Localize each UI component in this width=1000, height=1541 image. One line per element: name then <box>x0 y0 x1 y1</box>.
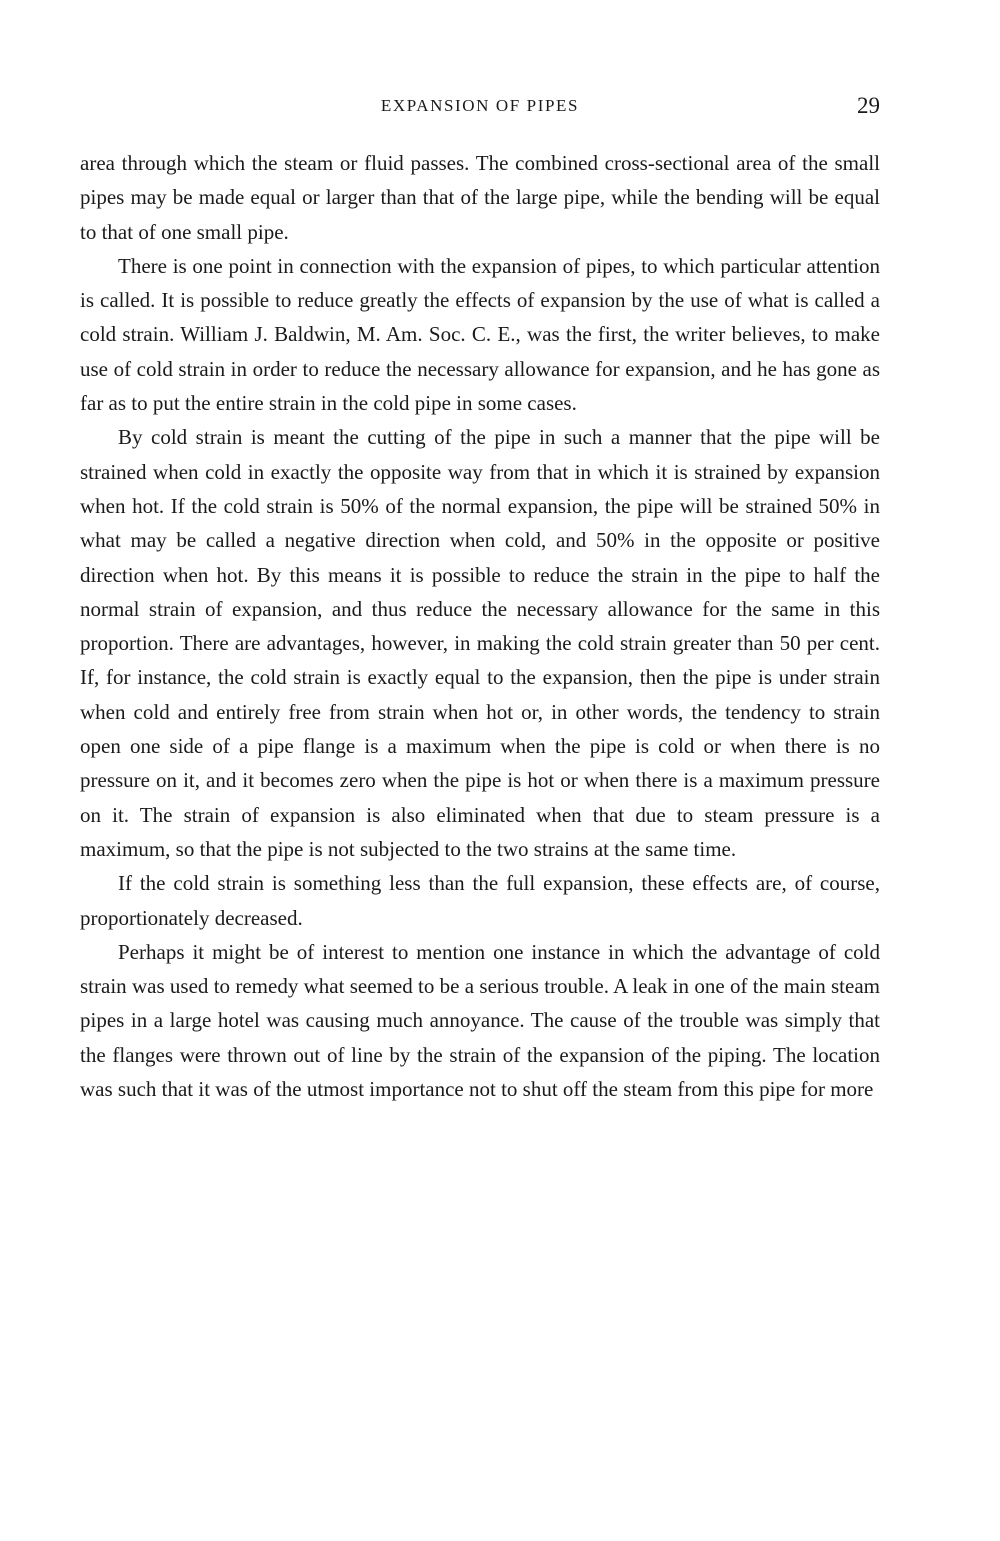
running-title: EXPANSION OF PIPES <box>380 96 580 115</box>
paragraph: There is one point in connection with the expansion of pipes, to which particular attention is called. It is possible to reduce greatly the effects of expansion by the use of what is called a cold strain. William J. Baldwin, M. Am. Soc. C. E., was the first, the writer believes, to make use of cold strain in order to reduce the necessary allowance for expansion, and he has gone as far as to put the entire strain in the cold pipe in some cases. <box>80 253 880 416</box>
running-head <box>80 90 880 122</box>
paragraph: If the cold strain is something less than the full expansion, these effects are, of course, proportionately decreased. <box>80 871 880 930</box>
page-number: 29 <box>857 93 880 118</box>
paragraph: area through which the steam or fluid passes. The combined cross-sectional area of the small pipes may be made equal or larger than that of the large pipe, while the bending will be equal to that of one small pipe. <box>80 151 880 244</box>
paragraph: Perhaps it might be of interest to mention one instance in which the advantage of cold strain was used to remedy what seemed to be a serious trouble. A leak in one of the main steam pipes in a large hotel was causing much annoyance. The cause of the trouble was simply that the flanges were thrown out of line by the strain of the expansion of the piping. The location was such that it was of the utmost importance not to shut off the steam from this pipe for more <box>80 939 880 1102</box>
paragraph: By cold strain is meant the cutting of the pipe in such a manner that the pipe will be strained when cold in exactly the opposite way from that in which it is strained by expansion when hot. If the cold strain is 50% of the normal expansion, the pipe will be strained 50% in what may be called a negative direction when cold, and 50% in the opposite or positive direction when hot. By this means it is possible to reduce the strain in the pipe to half the normal strain of expansion, and thus reduce the necessary allowance for the same in this proportion. There are advantages, however, in making the cold strain greater than 50 per cent. If, for instance, the cold strain is exactly equal to the expansion, then the pipe is under strain when cold and entirely free from strain when hot or, in other words, the tendency to strain open one side of a pipe flange is a maximum when the pipe is cold or when there is no pressure on it, and it becomes zero when the pipe is hot or when there is a maximum pressure on it. The strain of expansion is also eliminated when that due to steam pressure is a maximum, so that the pipe is not subjected to the two strains at the same time. <box>80 425 880 861</box>
body-text <box>80 146 880 1106</box>
